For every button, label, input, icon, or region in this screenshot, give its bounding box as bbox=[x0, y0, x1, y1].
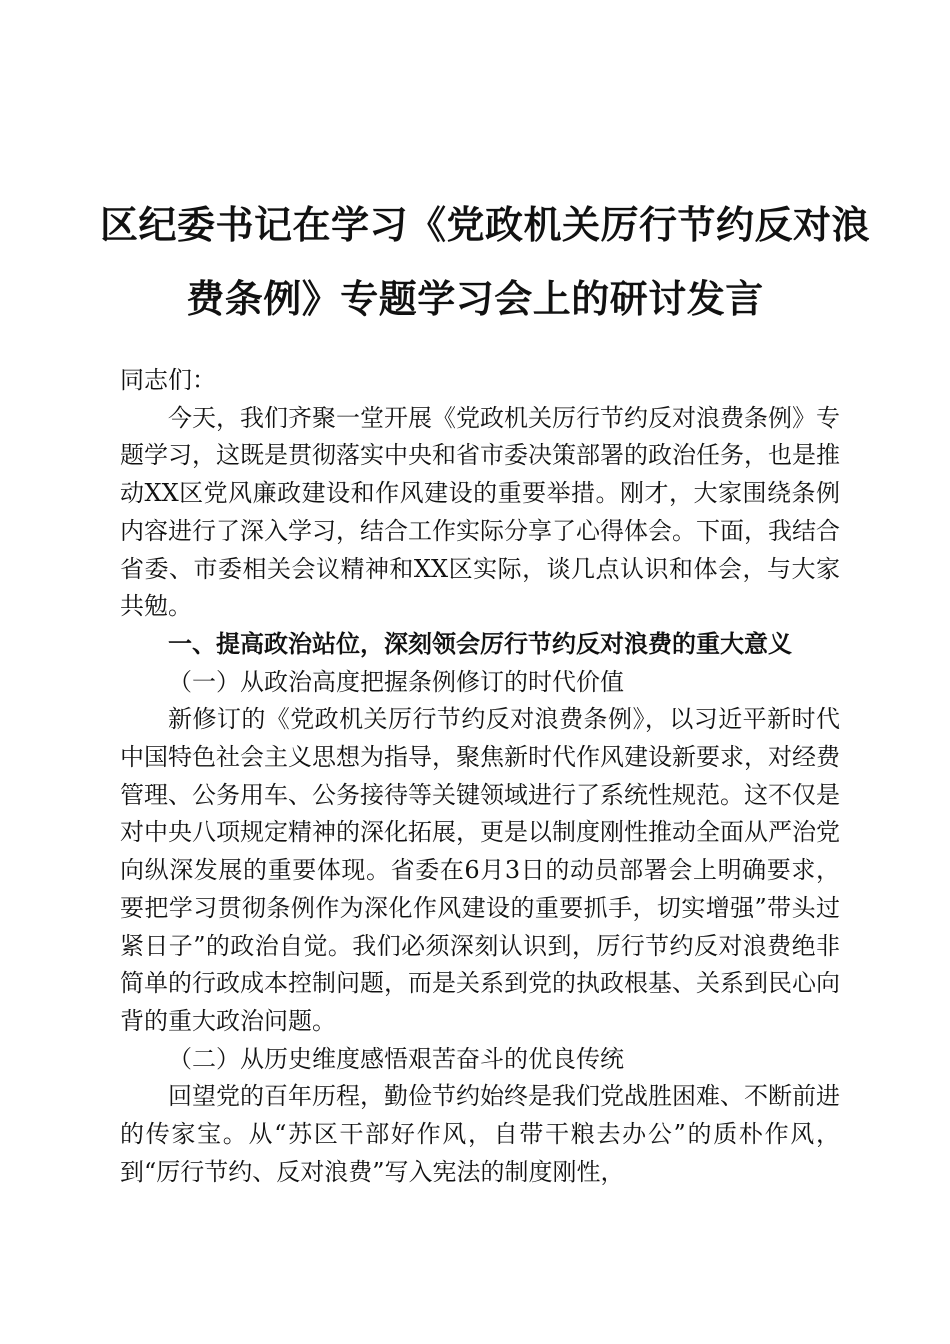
salutation: 同志们： bbox=[120, 366, 216, 394]
intro-paragraph: 今天，我们齐聚一堂开展《党政机关厉行节约反对浪费条例》专题学习，这既是贯彻落实中央和省市委决策部署的政治任务，也是推动XX区党风廉政建设和作风建设的重要举措。刚才，大家围绕条例内容进行了深入学习，结合工作实际分享了心得体会。下面，我结合省委、市委相关会议精神和XX区实际，谈几点认识和体会，与大家共勉。 bbox=[120, 403, 840, 621]
document-body bbox=[120, 362, 840, 1191]
subsection-1-paragraph: 新修订的《党政机关厉行节约反对浪费条例》，以习近平新时代中国特色社会主义思想为指导，聚焦新时代作风建设新要求，对经费管理、公务用车、公务接待等关键领域进行了系统性规范。这不仅是对中央八项规定精神的深化拓展，更是以制度刚性推动全面从严治党向纵深发展的重要体现。省委在6月3日的动员部署会上明确要求，要把学习贯彻条例作为深化作风建设的重要抓手，切实增强”带头过紧日子”的政治自觉。我们必须深刻认识到，厉行节约反对浪费绝非简单的行政成本控制问题，而是关系到党的执政根基、关系到民心向背的重大政治问题。 bbox=[120, 705, 840, 1035]
subsection-1-heading: （一）从政治高度把握条例修订的时代价值 bbox=[168, 667, 624, 696]
document-title bbox=[100, 188, 871, 336]
subsection-2-heading: （二）从历史维度感悟艰苦奋斗的优良传统 bbox=[168, 1044, 624, 1073]
title-line-1: 区纪委书记在学习《党政机关厉行节约反对浪 bbox=[100, 202, 871, 247]
section-1-heading: 一、提高政治站位，深刻领会厉行节约反对浪费的重大意义 bbox=[168, 629, 792, 658]
subsection-2-paragraph: 回望党的百年历程，勤俭节约始终是我们党战胜困难、不断前进的传家宝。从“苏区干部好作风，自带干粮去办公”的质朴作风，到“厉行节约、反对浪费”写入宪法的制度刚性， bbox=[120, 1082, 840, 1186]
title-line-2: 费条例》专题学习会上的研讨发言 bbox=[186, 276, 764, 321]
